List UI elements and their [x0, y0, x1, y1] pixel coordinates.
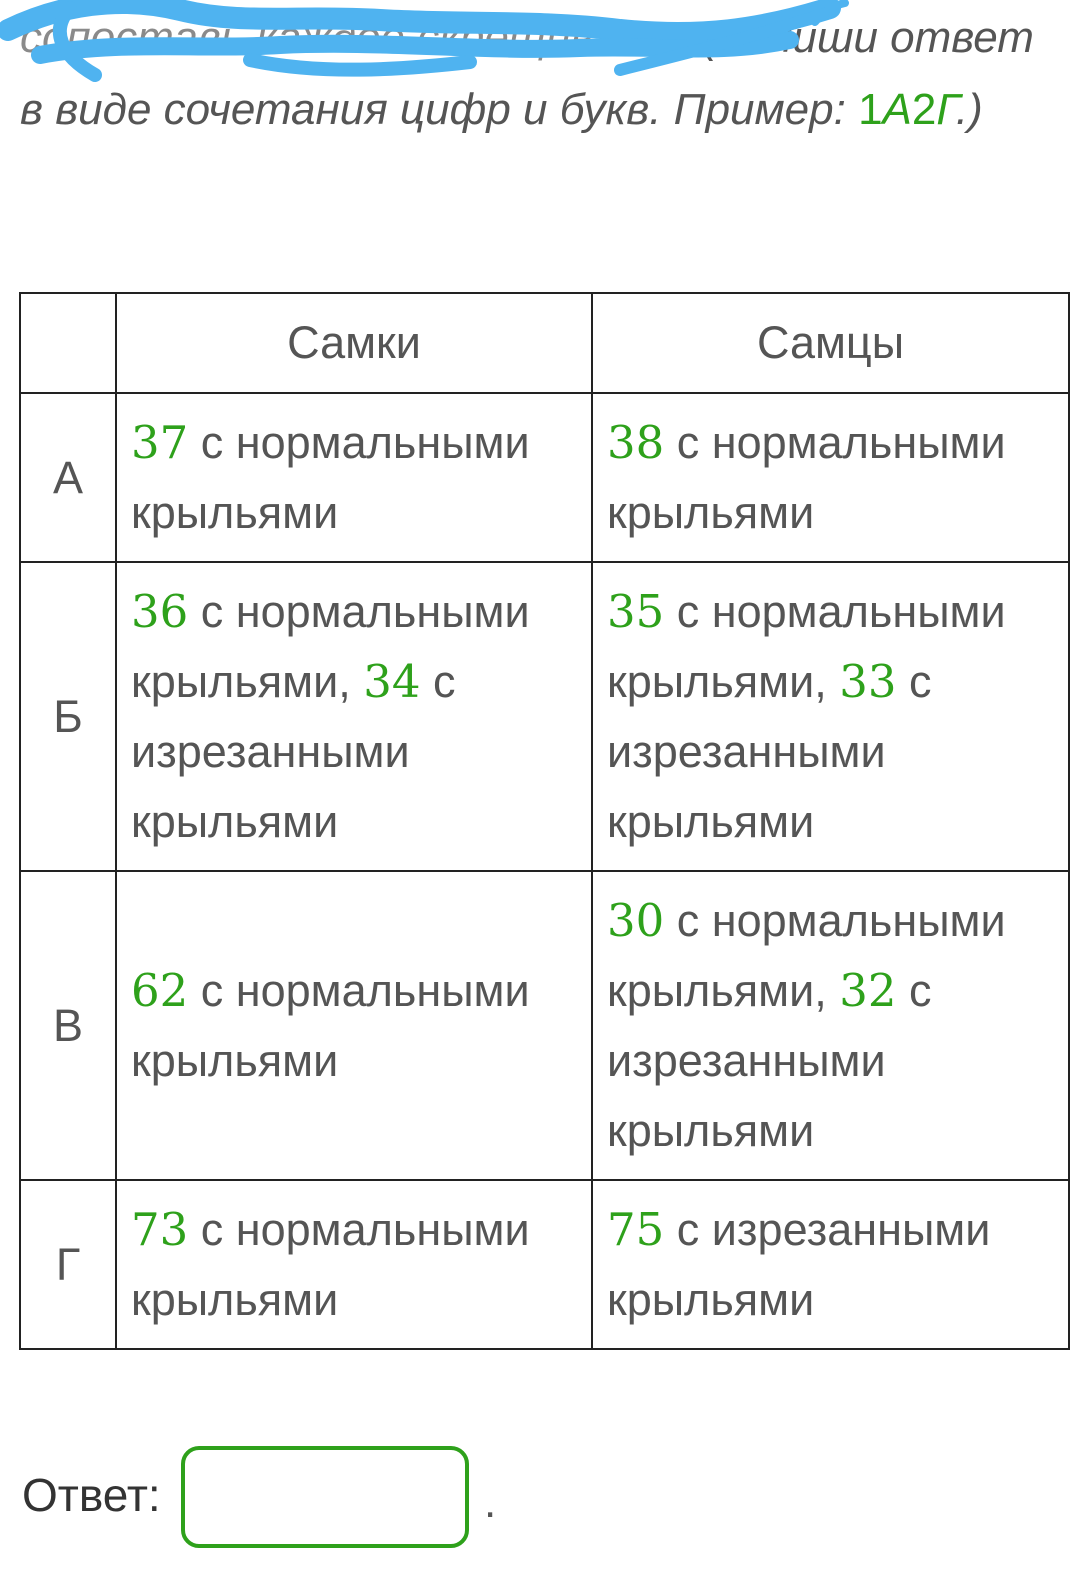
- phenotype-text: с нормальными крыльями,: [607, 585, 1006, 707]
- count-value: 62: [131, 963, 189, 1017]
- table-row: [20, 393, 1069, 562]
- phenotype-text: с нормальными крыльями: [131, 416, 530, 538]
- count-value: 38: [607, 415, 665, 469]
- header-empty: [20, 293, 116, 393]
- row-label: А: [20, 393, 116, 562]
- count-value: 37: [131, 415, 189, 469]
- row-label: Г: [20, 1180, 116, 1349]
- phenotype-text: с нормальными крыльями: [131, 964, 530, 1086]
- answer-input[interactable]: [181, 1446, 469, 1548]
- row-label: Б: [20, 562, 116, 871]
- example-letter-2: Г: [936, 85, 956, 134]
- row-label: В: [20, 871, 116, 1180]
- female-cell: [116, 871, 592, 1180]
- phenotype-text: с изрезанными крыльями: [607, 1203, 991, 1325]
- table-row: [20, 562, 1069, 871]
- task-instruction: [20, 2, 1060, 146]
- count-value: 32: [839, 963, 897, 1017]
- count-value: 34: [363, 654, 421, 708]
- phenotype-text: с нормальными крыльями: [607, 416, 1006, 538]
- header-males: Самцы: [592, 293, 1069, 393]
- male-cell: [592, 562, 1069, 871]
- phenotype-text: с изрезанными крыльями: [607, 964, 932, 1156]
- phenotype-text: с нормальными крыльями: [131, 1203, 530, 1325]
- male-cell: [592, 1180, 1069, 1349]
- count-value: 33: [839, 654, 897, 708]
- count-value: 36: [131, 584, 189, 638]
- count-value: 75: [607, 1202, 665, 1256]
- example-answer: [858, 85, 956, 134]
- table-row: [20, 1180, 1069, 1349]
- male-cell: [592, 393, 1069, 562]
- male-cell: [592, 871, 1069, 1180]
- answer-label: Ответ:: [22, 1469, 161, 1521]
- phenotype-text: с нормальными крыльями,: [131, 585, 530, 707]
- phenotype-text: с изрезанными крыльями: [607, 655, 932, 847]
- table-row: [20, 871, 1069, 1180]
- instruction-text: (Запиши ответ в виде сочетания цифр и букв. Пример:: [20, 13, 1034, 134]
- instruction-end: .): [955, 85, 983, 134]
- example-digit-1: 1: [858, 85, 883, 134]
- phenotype-text: с нормальными крыльями,: [607, 894, 1006, 1016]
- female-cell: [116, 1180, 592, 1349]
- female-cell: [116, 393, 592, 562]
- obscured-instruction-text: сопоставь каждое скрещивание: [20, 13, 691, 62]
- crosses-table: [19, 292, 1070, 1350]
- example-digit-2: 2: [911, 85, 937, 134]
- female-cell: [116, 562, 592, 871]
- count-value: 30: [607, 893, 665, 947]
- count-value: 73: [131, 1202, 189, 1256]
- header-females: Самки: [116, 293, 592, 393]
- example-letter-1: А: [882, 85, 912, 134]
- phenotype-text: с изрезанными крыльями: [131, 655, 456, 847]
- table-header-row: [20, 293, 1069, 393]
- answer-trailing-period: .: [484, 1478, 497, 1527]
- count-value: 35: [607, 584, 665, 638]
